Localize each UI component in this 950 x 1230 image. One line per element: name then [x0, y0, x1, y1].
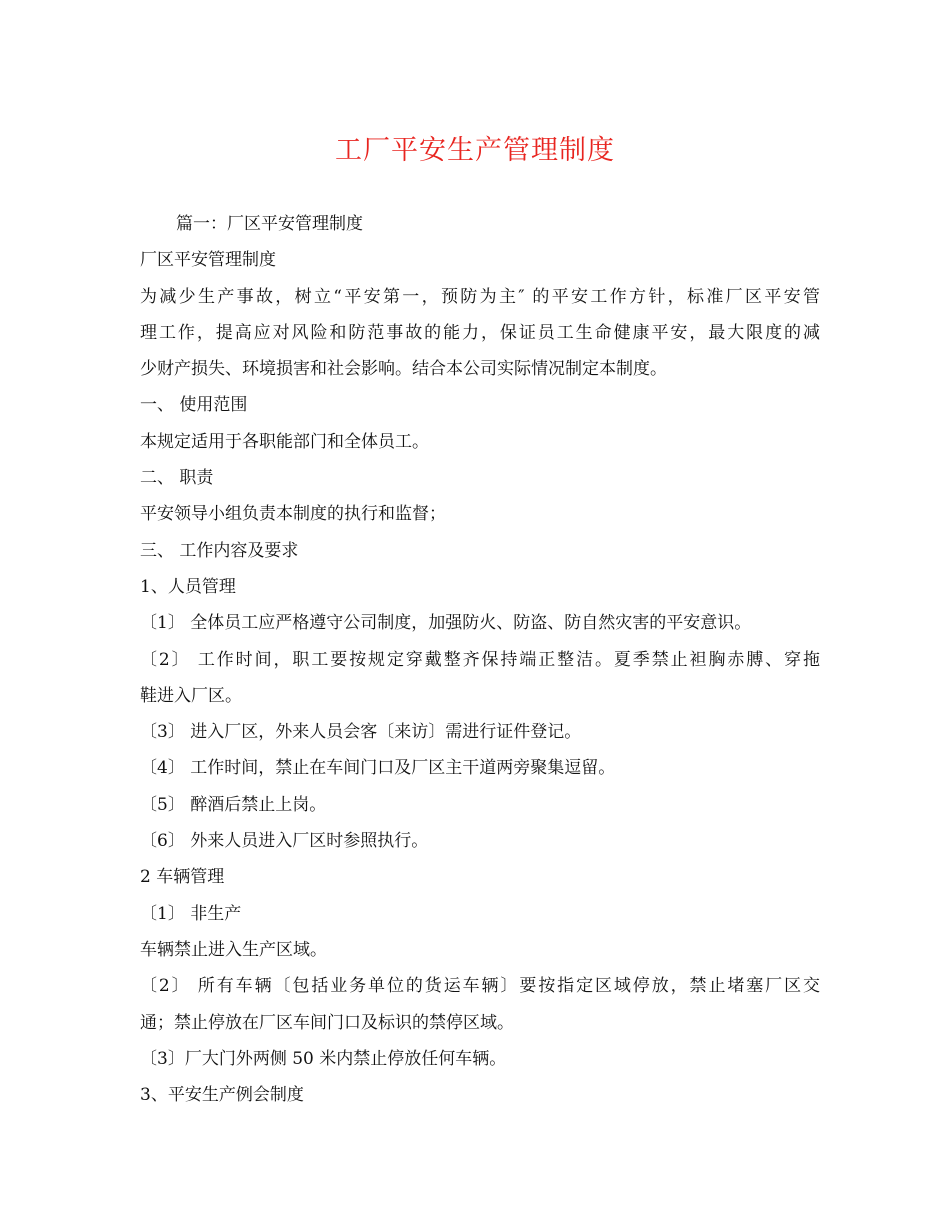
document-body — [140, 206, 820, 1113]
paragraph-line: 为减少生产事故，树立“平安第一，预防为主″ 的平安工作方针，标准厂区平安管 — [140, 286, 820, 307]
list-item: 〔2〕 所有车辆〔包括业务单位的货运车辆〕要按指定区域停放，禁止堵塞厂区交 — [140, 976, 820, 997]
paragraph-line: 车辆禁止进入生产区域。 — [140, 939, 327, 960]
section-heading: 三、 工作内容及要求 — [140, 540, 299, 561]
list-item: 〔6〕 外来人员进入厂区时参照执行。 — [140, 831, 429, 852]
list-item: 〔2〕 工作时间，职工要按规定穿戴整齐保持端正整洁。夏季禁止袒胸赤膊、穿拖 — [140, 649, 820, 670]
document-title: 工厂平安生产管理制度 — [335, 135, 615, 166]
subsection-heading: 3、平安生产例会制度 — [140, 1085, 304, 1106]
section-heading: 一、 使用范围 — [140, 395, 248, 416]
paragraph-line: 厂区平安管理制度 — [140, 250, 276, 271]
list-item: 〔4〕 工作时间，禁止在车间门口及厂区主干道两旁聚集逗留。 — [140, 758, 616, 779]
list-item: 〔1〕 非生产 — [140, 903, 242, 924]
paragraph-line: 鞋进入厂区。 — [140, 685, 242, 706]
paragraph-line: 少财产损失、环境损害和社会影响。结合本公司实际情况制定本制度。 — [140, 359, 667, 380]
list-item: 〔3〕厂大门外两侧 50 米内禁止停放任何车辆。 — [140, 1048, 507, 1069]
paragraph-line: 平安领导小组负责本制度的执行和监督； — [140, 504, 446, 525]
subsection-heading: 2 车辆管理 — [140, 867, 225, 888]
section-heading: 篇一：厂区平安管理制度 — [176, 214, 363, 234]
subsection-heading: 1、人员管理 — [140, 576, 236, 597]
list-item: 〔1〕 全体员工应严格遵守公司制度，加强防火、防盗、防自然灾害的平安意识。 — [140, 613, 752, 634]
paragraph-line: 理工作，提高应对风险和防范事故的能力，保证员工生命健康平安，最大限度的减 — [140, 322, 820, 343]
section-heading: 二、 职责 — [140, 468, 214, 489]
paragraph-line: 通；禁止停放在厂区车间门口及标识的禁停区域。 — [140, 1012, 514, 1033]
list-item: 〔5〕 醉酒后禁止上岗。 — [140, 794, 327, 815]
paragraph-line: 本规定适用于各职能部门和全体员工。 — [140, 431, 429, 452]
list-item: 〔3〕 进入厂区，外来人员会客〔来访〕需进行证件登记。 — [140, 722, 582, 743]
